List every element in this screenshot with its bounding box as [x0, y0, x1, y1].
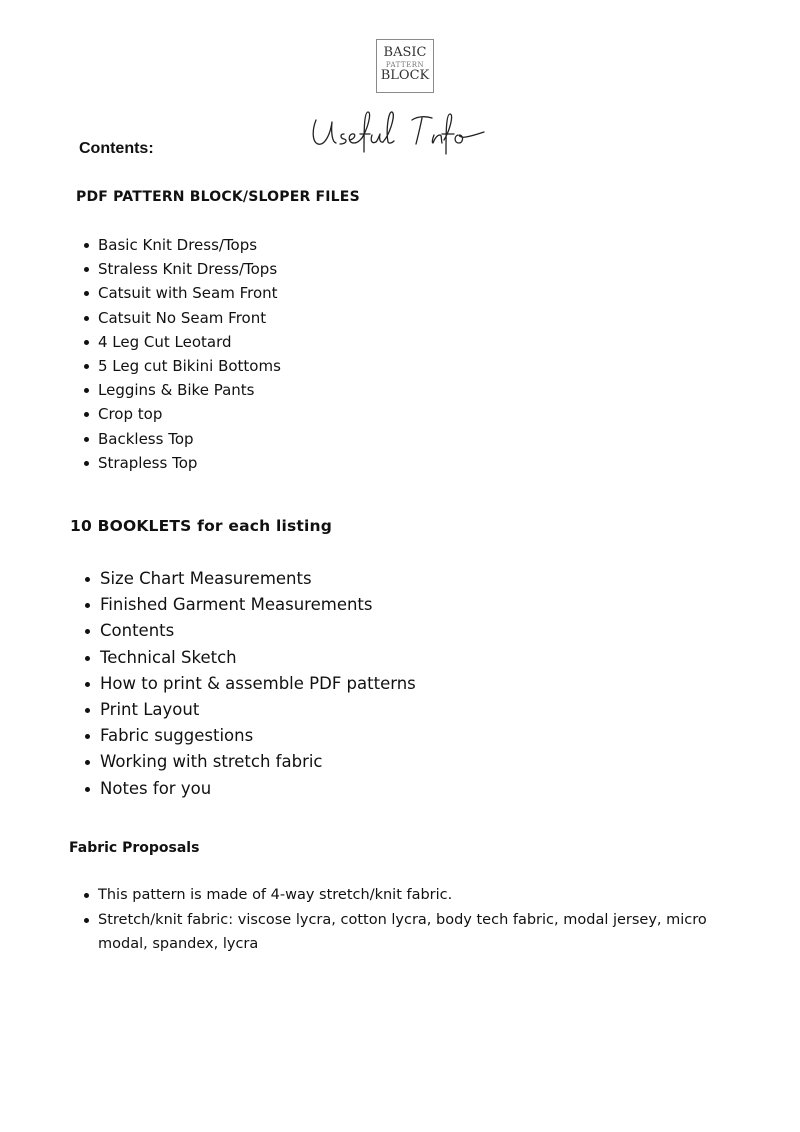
list-item: Print Layout: [100, 697, 416, 723]
brand-logo: [376, 39, 434, 93]
list-item: Crop top: [98, 402, 281, 426]
useful-info-script-title: [308, 108, 498, 158]
list-item: Size Chart Measurements: [100, 566, 416, 592]
contents-label: Contents:: [79, 140, 154, 157]
booklets-heading: 10 BOOKLETS for each listing: [70, 517, 333, 535]
list-item: This pattern is made of 4-way stretch/knit fabric.: [98, 883, 758, 908]
logo-line-1: BASIC: [383, 45, 427, 60]
list-item: Basic Knit Dress/Tops: [98, 233, 281, 257]
list-item: Straless Knit Dress/Tops: [98, 257, 281, 281]
list-item: Finished Garment Measurements: [100, 592, 416, 618]
list-item: How to print & assemble PDF patterns: [100, 671, 416, 697]
list-item: Working with stretch fabric: [100, 749, 416, 775]
logo-line-3: BLOCK: [380, 68, 430, 83]
booklets-list: [100, 566, 416, 802]
list-item: Leggins & Bike Pants: [98, 378, 281, 402]
list-item: Stretch/knit fabric: viscose lycra, cotton lycra, body tech fabric, modal jersey, micro modal, spandex, lycra: [98, 908, 758, 957]
fabric-proposals-heading: Fabric Proposals: [69, 840, 200, 856]
list-item: Technical Sketch: [100, 645, 416, 671]
list-item: Catsuit with Seam Front: [98, 281, 281, 305]
list-item: Catsuit No Seam Front: [98, 306, 281, 330]
pdf-files-heading: PDF PATTERN BLOCK/SLOPER FILES: [76, 189, 360, 205]
logo-line-2: PATTERN: [385, 61, 425, 69]
fabric-proposals-list: [98, 883, 758, 957]
list-item: 5 Leg cut Bikini Bottoms: [98, 354, 281, 378]
list-item: Notes for you: [100, 776, 416, 802]
list-item: 4 Leg Cut Leotard: [98, 330, 281, 354]
list-item: Strapless Top: [98, 451, 281, 475]
list-item: Contents: [100, 618, 416, 644]
pdf-files-list: [98, 233, 281, 475]
list-item: Fabric suggestions: [100, 723, 416, 749]
list-item: Backless Top: [98, 427, 281, 451]
